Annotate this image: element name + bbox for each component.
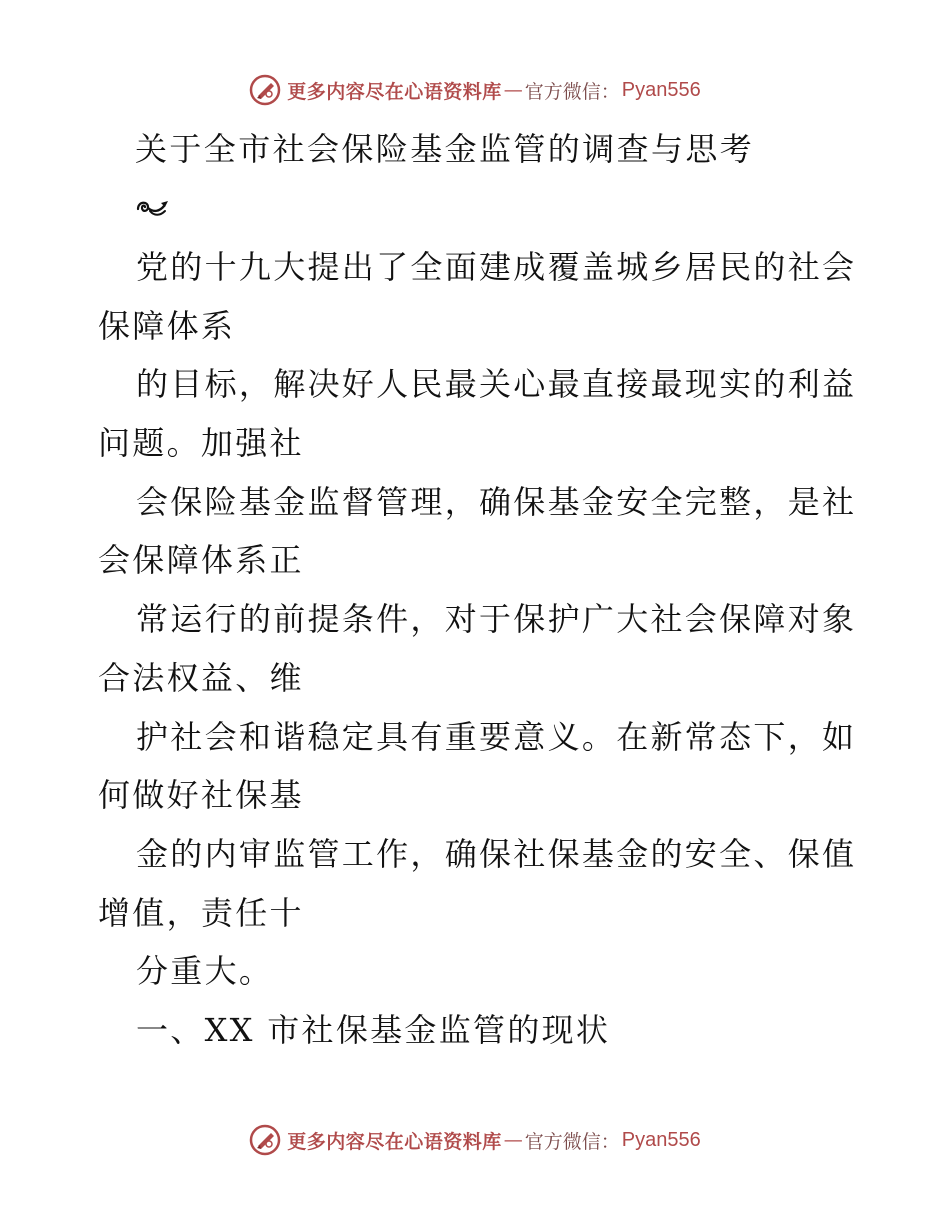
banner-dash: — (503, 79, 523, 101)
text-line: 分重大。 (136, 952, 274, 991)
footer-banner (0, 1122, 950, 1158)
document-body (98, 238, 858, 1060)
text-line: 合法权益、维 (98, 658, 304, 697)
text-line: 增值，责任十 (98, 893, 304, 932)
ornament-icon (134, 195, 172, 219)
banner-dash: — (503, 1129, 523, 1151)
library-logo-icon (249, 1124, 281, 1156)
text-line: 党的十九大提出了全面建成覆盖城乡居民的社会 (136, 248, 857, 286)
header-banner (0, 72, 950, 108)
text-line: 金的内审监管工作，确保社保基金的安全、保值 (136, 834, 857, 873)
text-line: 会保障体系正 (98, 541, 304, 580)
text-line: 常运行的前提条件，对于保护广大社会保障对象 (136, 600, 857, 639)
text-line: 问题。加强社 (98, 424, 304, 463)
library-logo-icon (249, 74, 281, 106)
text-line: 会保险基金监督管理，确保基金安全完整，是社 (136, 482, 857, 521)
text-line: 何做好社保基 (98, 776, 304, 815)
banner-text: 更多内容尽在心语资料库 (287, 1130, 502, 1153)
section-heading: 一、XX 市社保基金监管的现状 (136, 1010, 611, 1049)
banner-text: 更多内容尽在心语资料库 (287, 80, 502, 103)
banner-wechat-label: 官方微信： (524, 80, 620, 103)
banner-wechat-id: Pyan556 (621, 1128, 701, 1151)
document-title: 关于全市社会保险基金监管的调查与思考 (135, 130, 755, 168)
banner-wechat-label: 官方微信： (524, 1130, 620, 1153)
banner-wechat-id: Pyan556 (621, 78, 701, 101)
text-line: 保障体系 (98, 306, 236, 345)
text-line: 的目标，解决好人民最关心最直接最现实的利益 (136, 365, 857, 404)
text-line: 护社会和谐稳定具有重要意义。在新常态下，如 (136, 717, 857, 756)
